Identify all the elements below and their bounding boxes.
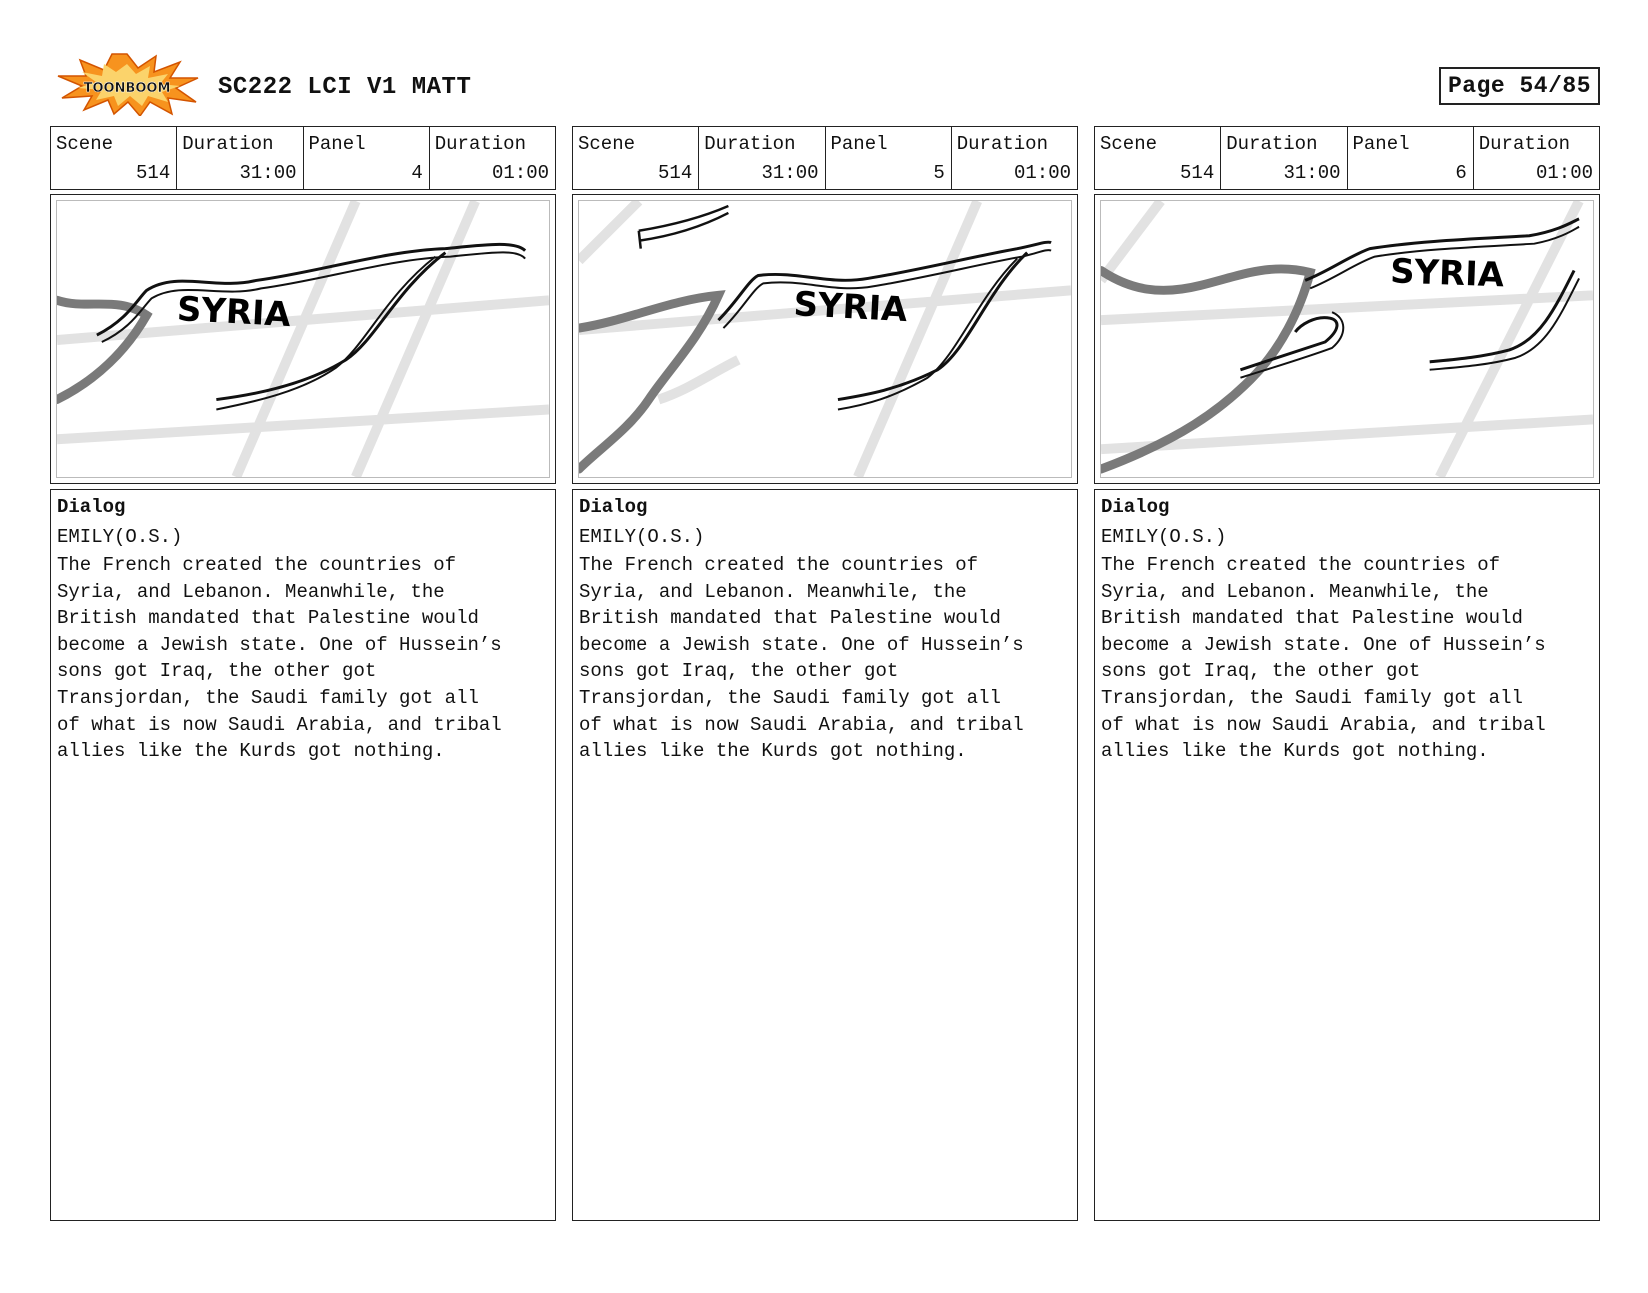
scene-duration-cell bbox=[177, 127, 303, 189]
scene-value: 514 bbox=[136, 162, 171, 184]
duration-label: Duration bbox=[956, 133, 1048, 155]
panel-label: Panel bbox=[830, 133, 888, 155]
scene-value: 514 bbox=[658, 162, 693, 184]
panel-label: Panel bbox=[308, 133, 366, 155]
scene-cell bbox=[51, 127, 177, 189]
panel-value: 6 bbox=[1455, 162, 1467, 184]
scene-cell bbox=[573, 127, 699, 189]
logo-text: TOONBOOM bbox=[83, 81, 171, 96]
scene-value: 514 bbox=[1180, 162, 1215, 184]
scene-duration-value: 31:00 bbox=[239, 162, 297, 184]
map-sketch bbox=[579, 201, 1071, 477]
panel-duration-value: 01:00 bbox=[1535, 162, 1593, 184]
panel-duration-cell bbox=[430, 127, 555, 189]
panel-sketch bbox=[56, 200, 550, 478]
panel-duration-value: 01:00 bbox=[1013, 162, 1071, 184]
page-header bbox=[0, 0, 1648, 120]
panel-value: 5 bbox=[933, 162, 945, 184]
panel-cell bbox=[304, 127, 430, 189]
dialog-heading: Dialog bbox=[1101, 496, 1170, 518]
panel-cell bbox=[826, 127, 952, 189]
dialog-text: The French created the countries of Syria, and Lebanon. Meanwhile, the British mandated that Palestine would become a Jewish state. One of Hussein’s sons got Iraq, the other got Transjordan, the Saudi family got all of what is now Saudi Arabia, and tribal allies like the Kurds got nothing. bbox=[579, 554, 1024, 763]
dialog-speaker: EMILY(O.S.) bbox=[57, 526, 183, 548]
scene-label: Scene bbox=[56, 133, 114, 155]
panel-info-row bbox=[572, 126, 1078, 190]
panel-info-row bbox=[50, 126, 556, 190]
panel-sketch bbox=[578, 200, 1072, 478]
dialog-box bbox=[50, 489, 556, 1221]
panel-value: 4 bbox=[411, 162, 423, 184]
panel-sketch bbox=[1100, 200, 1594, 478]
duration-label: Duration bbox=[1478, 133, 1570, 155]
dialog-heading: Dialog bbox=[579, 496, 648, 518]
panel-duration-cell bbox=[1474, 127, 1599, 189]
scene-cell bbox=[1095, 127, 1221, 189]
map-sketch bbox=[57, 201, 549, 477]
panel-label: Panel bbox=[1352, 133, 1410, 155]
dialog-box bbox=[1094, 489, 1600, 1221]
scene-duration-cell bbox=[699, 127, 825, 189]
scene-label: Scene bbox=[1100, 133, 1158, 155]
map-sketch bbox=[1101, 201, 1593, 477]
dialog-text: The French created the countries of Syria, and Lebanon. Meanwhile, the British mandated that Palestine would become a Jewish state. One of Hussein’s sons got Iraq, the other got Transjordan, the Saudi family got all of what is now Saudi Arabia, and tribal allies like the Kurds got nothing. bbox=[1101, 554, 1546, 763]
scene-label: Scene bbox=[578, 133, 636, 155]
page-number: Page 54/85 bbox=[1439, 67, 1600, 105]
scene-duration-value: 31:00 bbox=[1283, 162, 1341, 184]
duration-label: Duration bbox=[182, 133, 274, 155]
panel-info-row bbox=[1094, 126, 1600, 190]
panel-image-frame bbox=[572, 194, 1078, 484]
panel-image-frame bbox=[50, 194, 556, 484]
dialog-speaker: EMILY(O.S.) bbox=[1101, 526, 1227, 548]
map-label: SYRIA bbox=[1389, 251, 1505, 295]
duration-label: Duration bbox=[434, 133, 526, 155]
panel-duration-cell bbox=[952, 127, 1077, 189]
dialog-speaker: EMILY(O.S.) bbox=[579, 526, 705, 548]
dialog-box bbox=[572, 489, 1078, 1221]
duration-label: Duration bbox=[704, 133, 796, 155]
duration-label: Duration bbox=[1226, 133, 1318, 155]
map-label: SYRIA bbox=[176, 289, 292, 335]
dialog-heading: Dialog bbox=[57, 496, 126, 518]
panel-image-frame bbox=[1094, 194, 1600, 484]
toonboom-logo bbox=[52, 52, 202, 116]
panel-cell bbox=[1348, 127, 1474, 189]
map-label: SYRIA bbox=[792, 284, 909, 330]
panel-duration-value: 01:00 bbox=[491, 162, 549, 184]
scene-duration-value: 31:00 bbox=[761, 162, 819, 184]
page-title: SC222 LCI V1 MATT bbox=[218, 74, 472, 101]
dialog-text: The French created the countries of Syria, and Lebanon. Meanwhile, the British mandated that Palestine would become a Jewish state. One of Hussein’s sons got Iraq, the other got Transjordan, the Saudi family got all of what is now Saudi Arabia, and tribal allies like the Kurds got nothing. bbox=[57, 554, 502, 763]
scene-duration-cell bbox=[1221, 127, 1347, 189]
